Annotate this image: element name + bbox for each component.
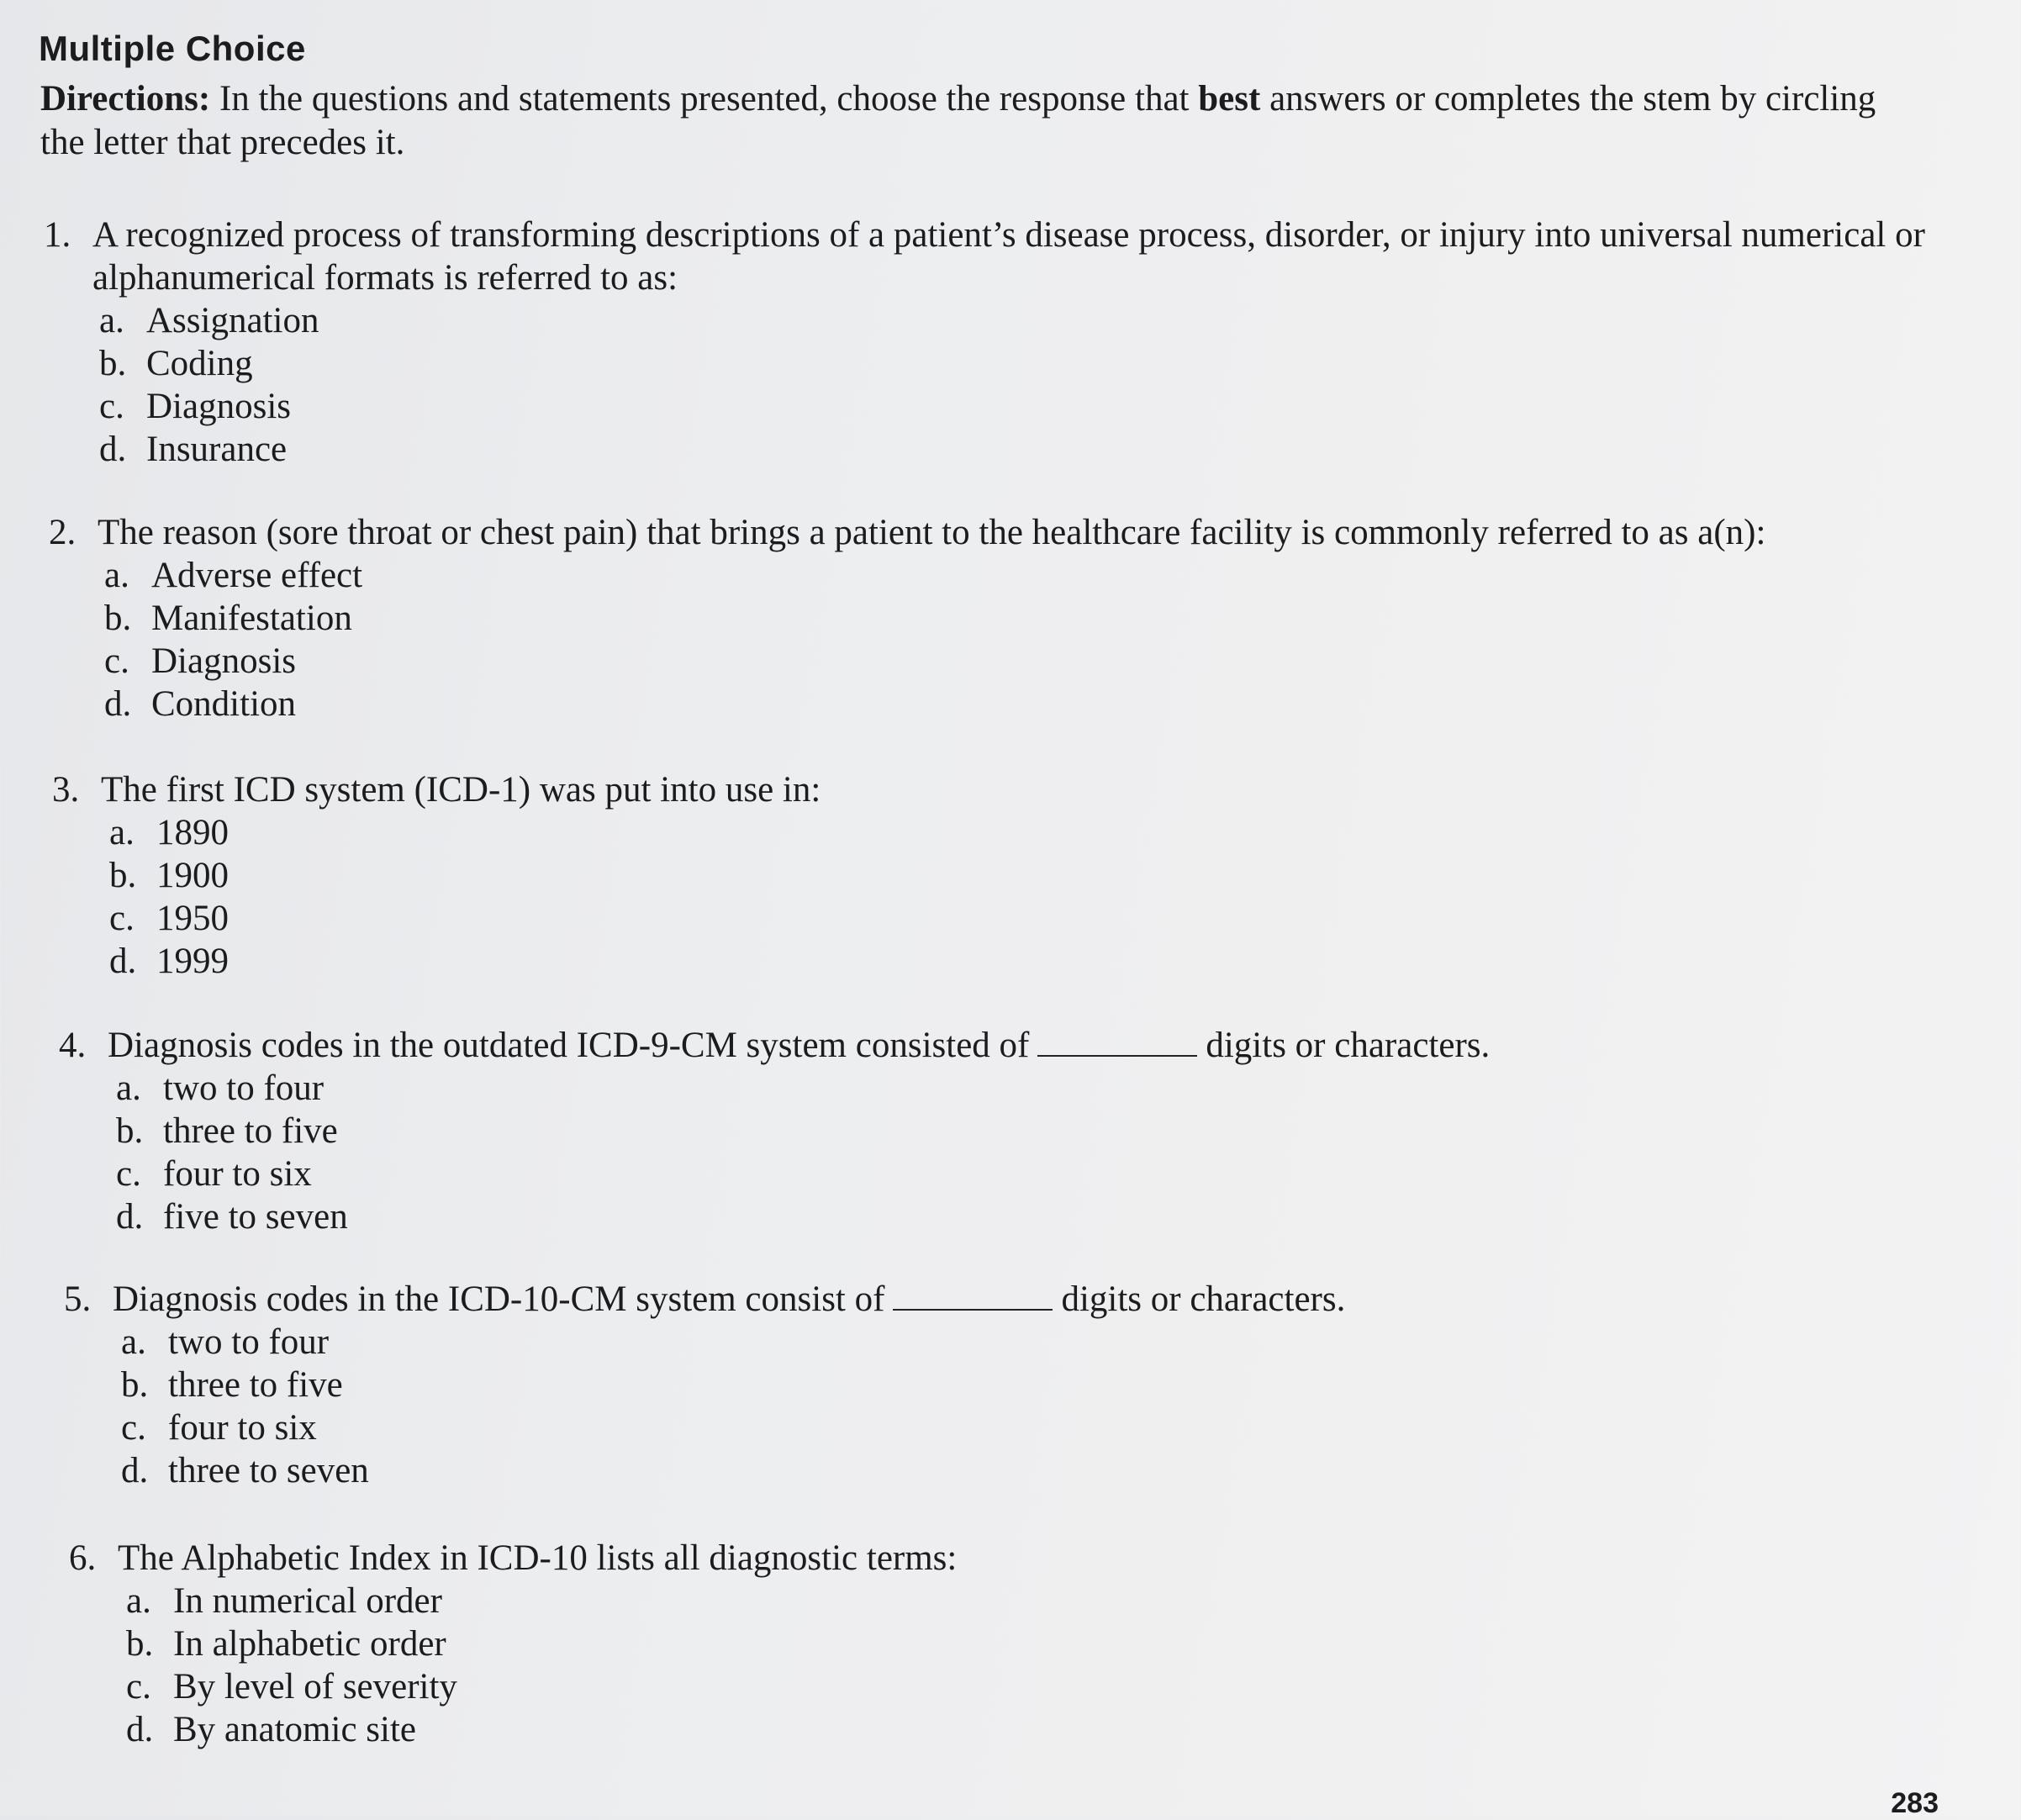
option-a[interactable] [116, 1067, 1942, 1110]
answer-options [121, 1321, 1947, 1492]
option-text: Condition [151, 684, 297, 724]
option-c[interactable] [99, 385, 1927, 428]
question-number: 6. [69, 1538, 97, 1578]
question-stem: A recognized process of transforming descriptions of a patient’s disease process, disorder, or injury into universal numerical or alphanumerical formats is referred to as: [92, 215, 1925, 298]
option-b[interactable] [126, 1622, 1952, 1665]
question-stem-before: Diagnosis codes in the ICD-10-CM system consist of [113, 1279, 885, 1319]
option-text: 1900 [156, 856, 229, 895]
option-b[interactable] [99, 342, 1927, 385]
option-letter: b. [109, 856, 137, 895]
question-stem: The Alphabetic Index in ICD-10 lists all diagnostic terms: [118, 1538, 958, 1578]
option-a[interactable] [121, 1321, 1947, 1364]
question-stem-after: digits or characters. [1061, 1279, 1346, 1319]
option-d[interactable] [126, 1708, 1952, 1751]
question-3 [52, 768, 1935, 983]
option-c[interactable] [109, 897, 1935, 940]
option-letter: a. [104, 556, 129, 595]
question-stem-after: digits or characters. [1206, 1026, 1491, 1065]
directions-paragraph [40, 77, 1923, 165]
answer-options [116, 1067, 1942, 1238]
option-text: By anatomic site [173, 1710, 416, 1749]
option-text: Diagnosis [146, 387, 291, 426]
option-d[interactable] [109, 940, 1935, 983]
section-heading: Multiple Choice [39, 29, 306, 68]
option-text: three to five [168, 1365, 343, 1405]
option-letter: b. [104, 599, 132, 638]
option-letter: a. [109, 813, 135, 852]
directions-text-before: In the questions and statements presented, choose the response that [219, 79, 1190, 119]
option-text: four to six [168, 1408, 317, 1448]
directions-label: Directions: [40, 79, 211, 119]
question-number: 3. [52, 770, 80, 810]
question-stem-before: Diagnosis codes in the outdated ICD-9-CM system consisted of [108, 1026, 1030, 1065]
option-text: Adverse effect [151, 556, 363, 595]
directions-text-after: answers or completes the stem by circling the letter that precedes it. [40, 79, 1876, 162]
option-letter: b. [121, 1365, 149, 1405]
option-c[interactable] [104, 640, 1932, 683]
question-4 [59, 1024, 1942, 1238]
option-letter: d. [104, 684, 132, 724]
question-6 [69, 1537, 1952, 1751]
question-number: 5. [64, 1279, 92, 1319]
option-c[interactable] [126, 1665, 1952, 1708]
option-text: two to four [168, 1322, 330, 1362]
question-number: 4. [59, 1026, 87, 1065]
option-letter: b. [126, 1624, 154, 1664]
option-d[interactable] [121, 1449, 1947, 1492]
option-text: four to six [163, 1154, 312, 1194]
option-letter: a. [121, 1322, 146, 1362]
page-number: 283 [1891, 1787, 1939, 1819]
option-a[interactable] [109, 811, 1935, 854]
option-text: Coding [146, 344, 253, 383]
answer-options [109, 811, 1935, 983]
answer-options [104, 554, 1932, 725]
option-d[interactable] [104, 683, 1932, 725]
option-letter: d. [99, 430, 127, 469]
option-c[interactable] [116, 1153, 1942, 1195]
option-b[interactable] [109, 854, 1935, 897]
question-stem: The first ICD system (ICD-1) was put into use in: [101, 770, 821, 810]
option-letter: d. [126, 1710, 154, 1749]
option-text: Manifestation [151, 599, 352, 638]
option-text: two to four [163, 1068, 325, 1108]
option-b[interactable] [116, 1110, 1942, 1153]
directions-emphasis: best [1198, 79, 1261, 119]
option-letter: c. [99, 387, 124, 426]
option-text: 1890 [156, 813, 229, 852]
option-letter: c. [121, 1408, 146, 1448]
option-letter: a. [126, 1581, 151, 1621]
option-letter: b. [99, 344, 127, 383]
answer-options [126, 1580, 1952, 1751]
question-1 [44, 214, 1927, 471]
option-text: Assignation [146, 301, 319, 340]
option-text: three to five [163, 1111, 338, 1151]
option-text: 1999 [156, 942, 229, 981]
option-d[interactable] [116, 1195, 1942, 1238]
option-text: Insurance [146, 430, 288, 469]
option-a[interactable] [104, 554, 1932, 597]
option-text: five to seven [163, 1197, 348, 1237]
option-text: Diagnosis [151, 641, 296, 681]
fill-in-blank [893, 1284, 1053, 1311]
option-c[interactable] [121, 1406, 1947, 1449]
fill-in-blank [1037, 1030, 1197, 1057]
option-letter: c. [126, 1667, 151, 1707]
question-stem [113, 1278, 1947, 1321]
option-text: In numerical order [173, 1581, 442, 1621]
option-letter: d. [116, 1197, 144, 1237]
option-letter: c. [104, 641, 129, 681]
option-letter: d. [121, 1451, 149, 1490]
question-stem [108, 1024, 1942, 1067]
option-a[interactable] [99, 299, 1927, 342]
option-letter: c. [116, 1154, 141, 1194]
option-text: 1950 [156, 899, 229, 938]
option-letter: a. [99, 301, 124, 340]
question-5 [64, 1278, 1947, 1492]
question-stem: The reason (sore throat or chest pain) that brings a patient to the healthcare facility is commonly referred to as a(n): [98, 513, 1766, 552]
option-letter: a. [116, 1068, 141, 1108]
question-number: 1. [44, 215, 71, 255]
option-letter: c. [109, 899, 135, 938]
answer-options [99, 299, 1927, 471]
option-d[interactable] [99, 428, 1927, 471]
option-text: three to seven [168, 1451, 369, 1490]
question-2 [49, 511, 1932, 725]
option-b[interactable] [104, 597, 1932, 640]
option-letter: b. [116, 1111, 144, 1151]
option-b[interactable] [121, 1364, 1947, 1406]
option-text: In alphabetic order [173, 1624, 446, 1664]
question-number: 2. [49, 513, 77, 552]
option-text: By level of severity [173, 1667, 457, 1707]
option-a[interactable] [126, 1580, 1952, 1622]
option-letter: d. [109, 942, 137, 981]
